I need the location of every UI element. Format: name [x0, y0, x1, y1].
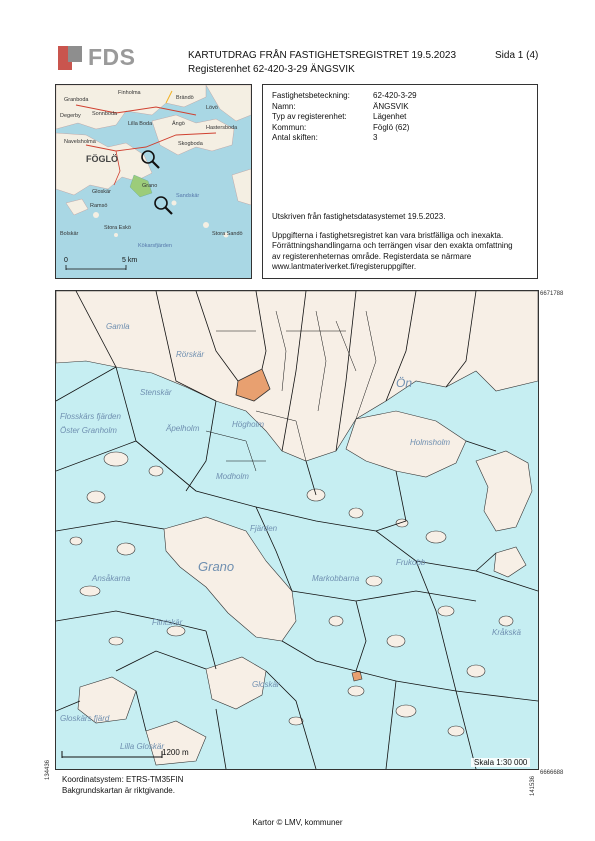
map-scale: Skala 1:30 000	[471, 758, 530, 767]
inset-place-label: Hastersboda	[206, 125, 238, 131]
disclaimer-line: Förrättningshandlingarna och terrängen visar den exakta omfattning	[272, 241, 513, 250]
field-value: Lägenhet	[373, 112, 407, 121]
map-place-label: Högholm	[232, 420, 265, 429]
overview-map	[55, 84, 252, 279]
logo-mark	[58, 46, 82, 70]
map-place-label: Frukobb	[396, 558, 426, 567]
inset-place-label: Stora Sandö	[212, 231, 243, 237]
inset-place-label: Bolskär	[60, 231, 79, 237]
map-place-label: Gamla	[106, 322, 130, 331]
coord-top-right: 6671788	[540, 291, 564, 297]
map-credit: Kartor © LMV, kommuner	[252, 818, 343, 827]
map-place-label: Gloskär	[252, 680, 280, 689]
disclaimer-line: Uppgifterna i fastighetsregistret kan vara bristfälliga och inexakta.	[272, 230, 504, 240]
background-note: Bakgrundskartan är riktgivande.	[62, 786, 175, 795]
map-place-label: Markobbarna	[312, 574, 360, 583]
map-scale-bar-label: 1200 m	[162, 748, 189, 757]
inset-place-label: Skogboda	[178, 141, 203, 147]
property-map	[55, 290, 539, 770]
map-place-label: Modholm	[216, 472, 249, 481]
map-place-label: Ön	[396, 376, 413, 390]
inset-scale-label-zero: 0	[64, 257, 68, 264]
map-place-label: Gloskärs fjärd	[60, 714, 110, 723]
map-place-label: Öster Granholm	[60, 426, 117, 435]
inset-scale-label-km: 5 km	[122, 257, 138, 264]
map-place-label: Ansåkarna	[92, 574, 131, 583]
map-place-label: Rörskär	[176, 350, 205, 359]
field-label: Kommun:	[272, 122, 307, 132]
notes	[272, 212, 534, 273]
inset-place-label: Brändö	[176, 95, 194, 101]
printed-note: Utskriven från fastighetsdatasystemet 19.5.2023.	[272, 212, 446, 221]
inset-place-label: Ramsö	[90, 203, 108, 209]
field-value: Föglö (62)	[373, 122, 410, 132]
inset-place-label: Ängö	[172, 121, 185, 127]
coord-right: 141536	[530, 775, 536, 796]
page-number: Sida 1 (4)	[495, 50, 539, 61]
map-place-label: Grano	[198, 559, 235, 574]
inset-place-label: Lövö	[206, 105, 218, 111]
map-place-label: Äpelholm	[166, 424, 200, 433]
field-label: Namn:	[272, 101, 296, 111]
inset-place-label: FÖGLÖ	[86, 154, 118, 164]
document-subtitle: Registerenhet 62-420-3-29 ÄNGSVIK	[188, 64, 355, 75]
inset-place-label: Lilla Boda	[128, 121, 153, 127]
inset-place-label: Degerby	[60, 113, 81, 119]
map-place-label: Fjärden	[250, 524, 278, 533]
logo-text: FDS	[88, 44, 136, 70]
map-place-label: Kråkskä	[492, 628, 521, 637]
inset-place-label: Stora Eskö	[104, 225, 131, 231]
inset-place-label: Finholma	[118, 90, 141, 96]
inset-place-label: Navelsholma	[64, 139, 96, 145]
coord-left: 134436	[45, 759, 51, 780]
field-label: Antal skiften:	[272, 133, 318, 142]
document-title: KARTUTDRAG FRÅN FASTIGHETSREGISTRET 19.5.2023	[188, 50, 457, 61]
field-label: Fastighetsbeteckning:	[272, 91, 350, 100]
inset-place-label: Sonnboda	[92, 111, 118, 117]
overview-map-graphic	[56, 85, 251, 278]
fds-logo	[58, 44, 134, 74]
inset-place-label: Sandskär	[176, 193, 200, 199]
map-place-label: Flosskärs fjärden	[60, 412, 121, 421]
coord-bottom-right: 6666688	[540, 770, 564, 776]
field-value: 62-420-3-29	[373, 91, 417, 100]
inset-place-label: Kökarsfjärden	[138, 243, 172, 249]
disclaimer-line: av registerenheternas område. Registerdata se närmare	[272, 251, 472, 261]
property-info-box	[262, 84, 538, 279]
map-place-label: Lilla Gloskär	[120, 742, 165, 751]
inset-place-label: Granboda	[64, 97, 89, 103]
map-place-label: Stenskär	[140, 388, 172, 397]
disclaimer-link[interactable]: www.lantmateriverket.fi/registeruppgifter.	[272, 262, 417, 271]
field-value: ÄNGSVIK	[373, 101, 409, 111]
inset-place-label: Grano	[142, 183, 158, 189]
coordinate-system: Koordinatsystem: ETRS-TM35FIN	[62, 775, 184, 784]
inset-place-label: Gloskär	[92, 189, 111, 195]
property-map-graphic	[56, 291, 538, 769]
map-place-label: Flintskär	[152, 618, 183, 627]
field-value: 3	[373, 133, 378, 142]
field-label: Typ av registerenhet:	[272, 112, 347, 121]
map-place-label: Holmsholm	[410, 438, 451, 447]
